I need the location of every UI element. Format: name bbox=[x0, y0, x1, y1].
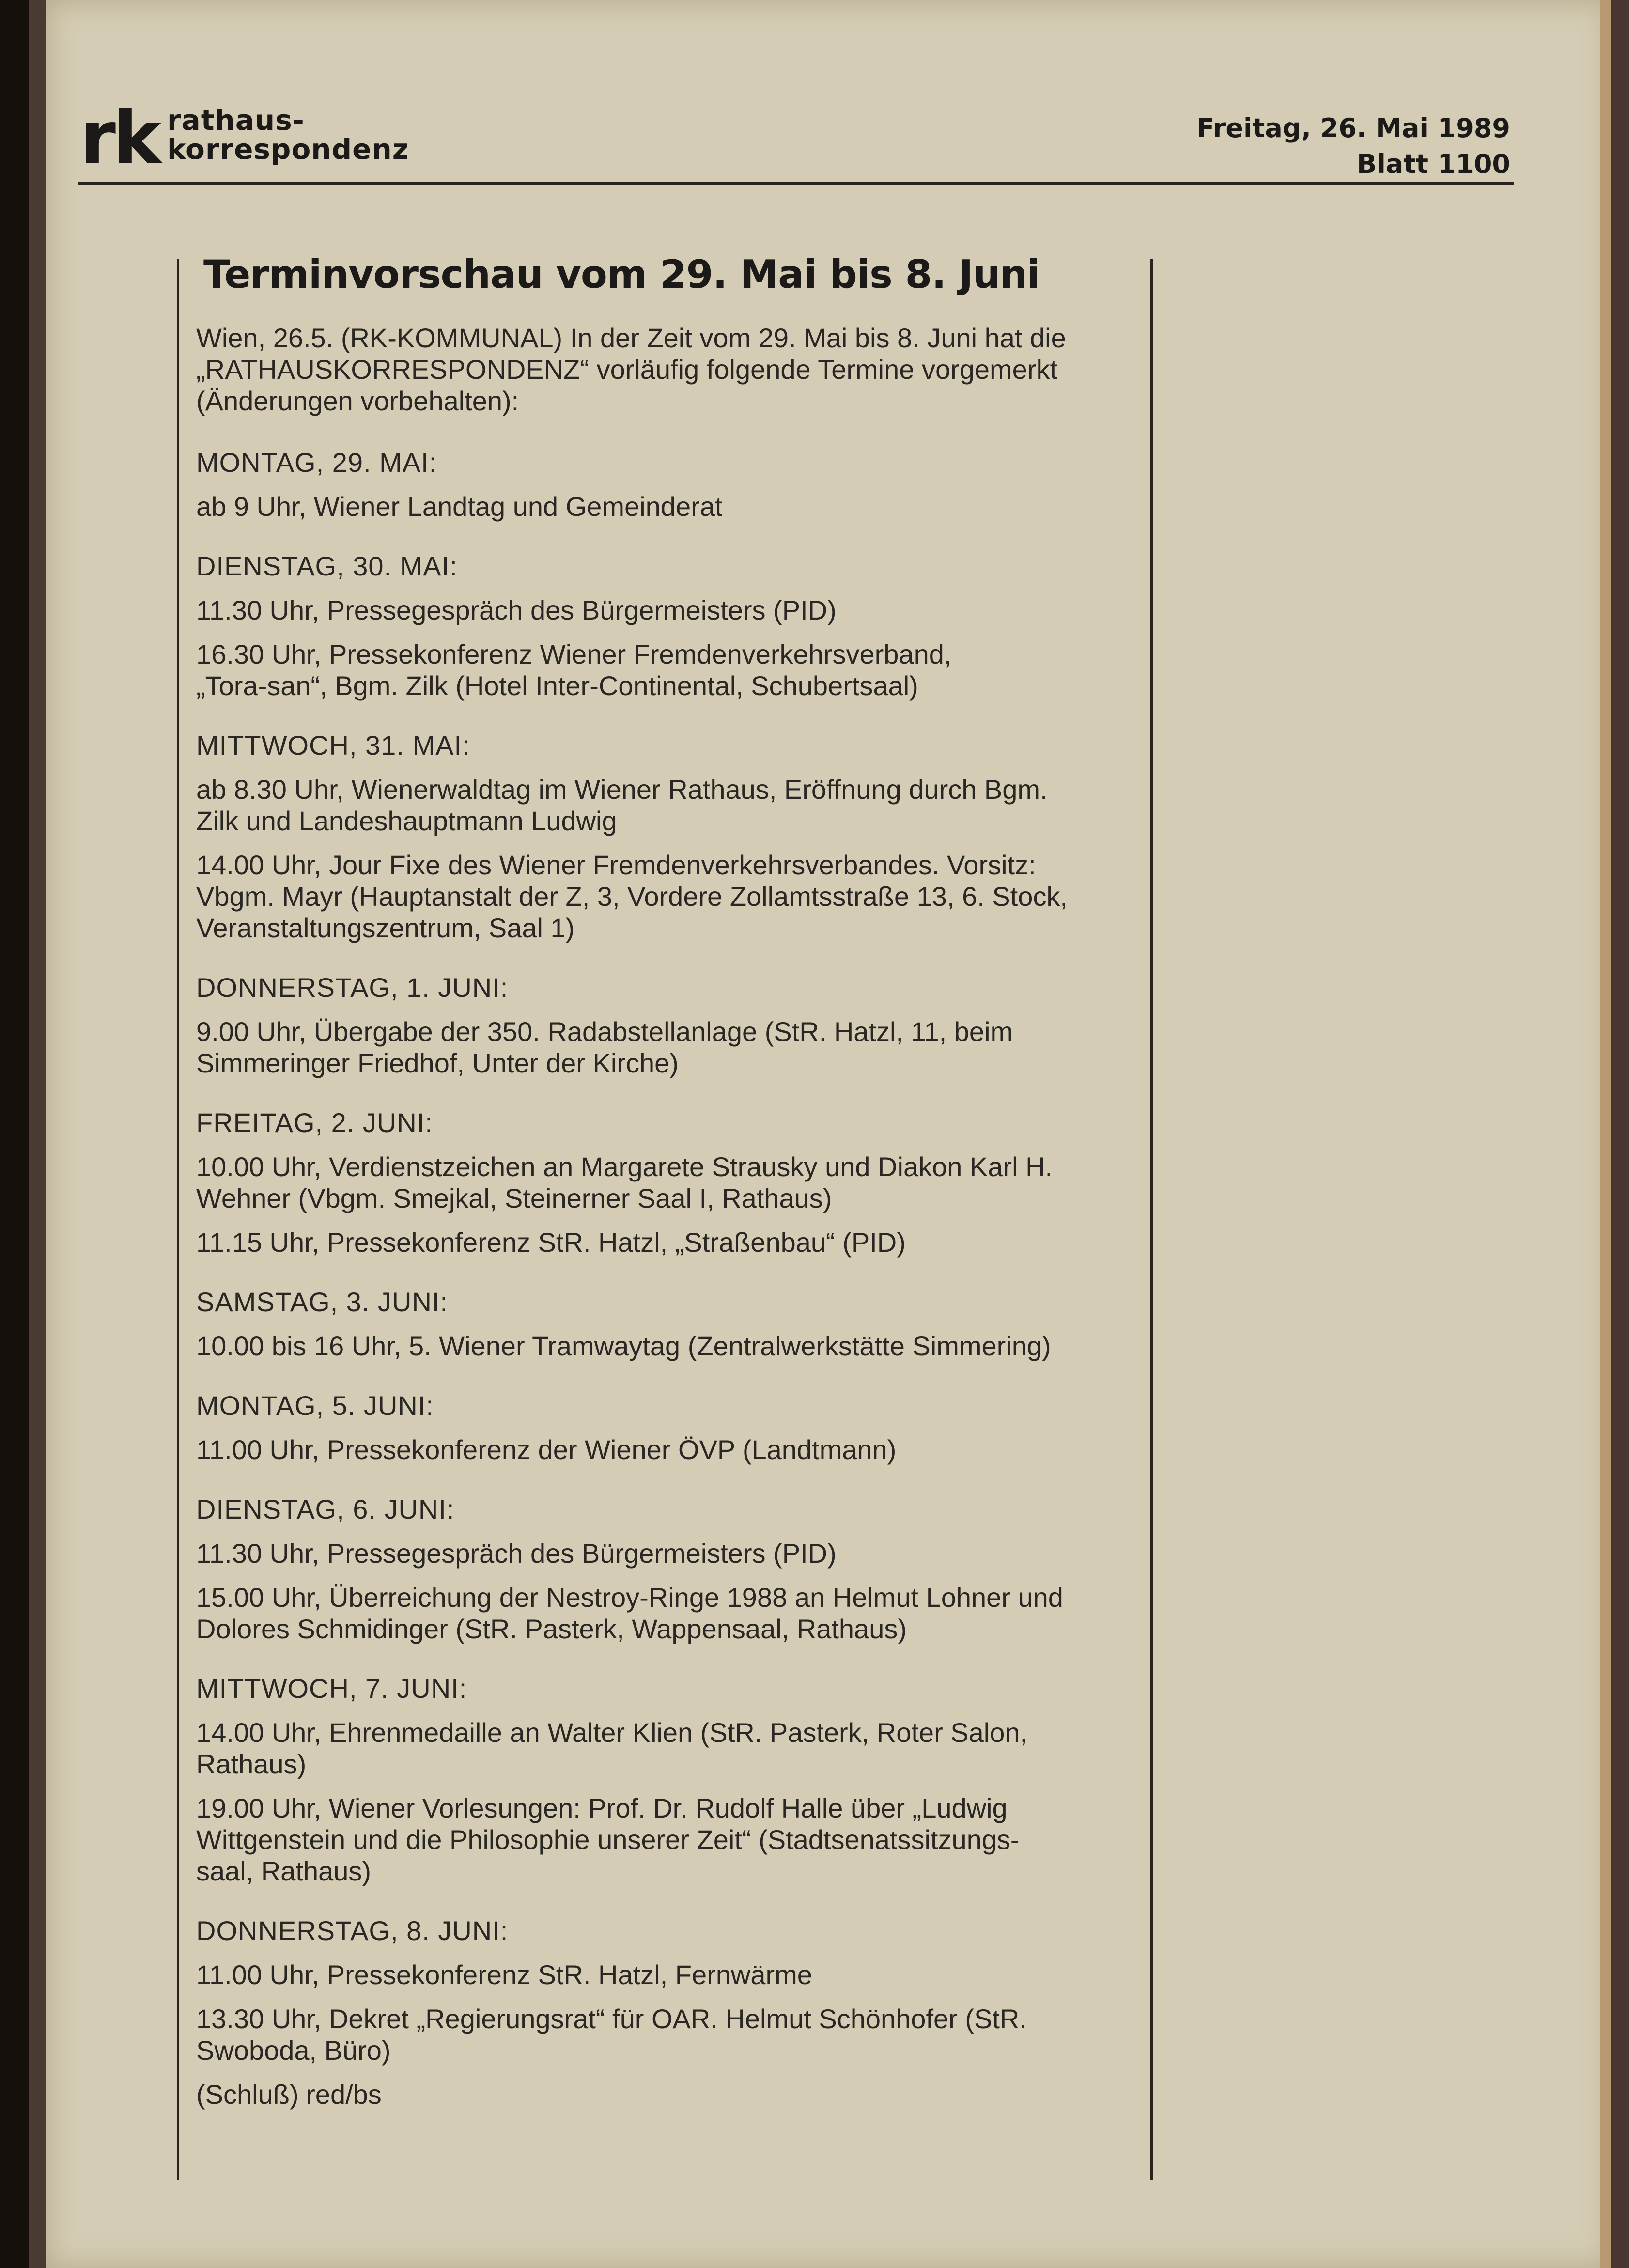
day-heading: MITTWOCH, 31. MAI: bbox=[196, 730, 470, 761]
schedule-entry-line: saal, Rathaus) bbox=[196, 1856, 372, 1886]
schedule-entry-line: 14.00 Uhr, Jour Fixe des Wiener Fremdenverkehrsverbandes. Vorsitz: bbox=[196, 850, 1036, 880]
closing-note: (Schluß) red/bs bbox=[196, 2079, 382, 2110]
sheet-number: Blatt 1100 bbox=[1357, 149, 1510, 179]
schedule-entry bbox=[196, 594, 1153, 626]
schedule-entry-line: 15.00 Uhr, Überreichung der Nestroy-Ringe 1988 an Helmut Lohner und bbox=[196, 1582, 1063, 1613]
schedule-entry bbox=[196, 1792, 1153, 1887]
schedule-entry-line: „Tora-san“, Bgm. Zilk (Hotel Inter-Continental, Schubertsaal) bbox=[196, 670, 918, 701]
schedule-entry bbox=[196, 1151, 1153, 1214]
day-heading: FREITAG, 2. JUNI: bbox=[196, 1107, 433, 1138]
schedule-entry-line: 11.15 Uhr, Pressekonferenz StR. Hatzl, „Straßenbau“ (PID) bbox=[196, 1227, 906, 1258]
binding-edge bbox=[1611, 0, 1629, 2268]
schedule-entry-line: Simmeringer Friedhof, Unter der Kirche) bbox=[196, 1048, 679, 1078]
day-heading: DIENSTAG, 6. JUNI: bbox=[196, 1494, 455, 1524]
intro-line: Wien, 26.5. (RK-KOMMUNAL) In der Zeit vom 29. Mai bis 8. Juni hat die bbox=[196, 323, 1066, 353]
page-edge bbox=[1600, 0, 1611, 2268]
schedule-entry-line: ab 9 Uhr, Wiener Landtag und Gemeinderat bbox=[196, 491, 723, 522]
schedule-entry bbox=[196, 2003, 1153, 2066]
logo-mark: rk bbox=[80, 96, 158, 180]
schedule-entry-line: Rathaus) bbox=[196, 1749, 307, 1779]
day-heading: MITTWOCH, 7. JUNI: bbox=[196, 1673, 467, 1704]
schedule-entry-line: Swoboda, Büro) bbox=[196, 2035, 391, 2066]
schedule-entry-line: Zilk und Landeshauptmann Ludwig bbox=[196, 806, 617, 836]
header-rule bbox=[78, 182, 1514, 185]
day-heading: DIENSTAG, 30. MAI: bbox=[196, 551, 458, 581]
schedule-list bbox=[196, 447, 1153, 2066]
article-title: Terminvorschau vom 29. Mai bis 8. Juni bbox=[203, 252, 1040, 297]
schedule-entry-line: 10.00 Uhr, Verdienstzeichen an Margarete Strausky und Diakon Karl H. bbox=[196, 1151, 1053, 1182]
logo-wordmark bbox=[167, 106, 409, 164]
frame-left-rule bbox=[177, 259, 179, 2180]
schedule-entry-line: Wittgenstein und die Philosophie unserer Zeit“ (Stadtsenatssitzungs- bbox=[196, 1824, 1020, 1855]
schedule-entry bbox=[196, 1538, 1153, 1569]
day-heading: MONTAG, 5. JUNI: bbox=[196, 1390, 434, 1421]
schedule-entry-line: ab 8.30 Uhr, Wienerwaldtag im Wiener Rathaus, Eröffnung durch Bgm. bbox=[196, 774, 1048, 805]
schedule-entry-line: 11.00 Uhr, Pressekonferenz der Wiener ÖVP (Landtmann) bbox=[196, 1434, 897, 1465]
schedule-entry-line: 13.30 Uhr, Dekret „Regierungsrat“ für OAR. Helmut Schönhofer (StR. bbox=[196, 2004, 1027, 2034]
schedule-entry bbox=[196, 1717, 1153, 1780]
schedule-entry bbox=[196, 1330, 1153, 1362]
schedule-entry-line: 9.00 Uhr, Übergabe der 350. Radabstellanlage (StR. Hatzl, 11, beim bbox=[196, 1016, 1013, 1047]
logo-line-2: korrespondenz bbox=[167, 133, 409, 166]
logo-line-1: rathaus- bbox=[167, 104, 305, 137]
schedule-entry-line: 19.00 Uhr, Wiener Vorlesungen: Prof. Dr. Rudolf Halle über „Ludwig bbox=[196, 1793, 1008, 1823]
intro-line: (Änderungen vorbehalten): bbox=[196, 386, 519, 416]
schedule-entry bbox=[196, 849, 1153, 944]
day-heading: MONTAG, 29. MAI: bbox=[196, 447, 437, 478]
schedule-entry bbox=[196, 1016, 1153, 1079]
schedule-entry bbox=[196, 1582, 1153, 1645]
schedule-entry bbox=[196, 491, 1153, 522]
schedule-entry bbox=[196, 638, 1153, 701]
day-heading: SAMSTAG, 3. JUNI: bbox=[196, 1287, 449, 1317]
schedule-entry bbox=[196, 774, 1153, 837]
intro-paragraph bbox=[196, 322, 1153, 417]
schedule-entry-line: 14.00 Uhr, Ehrenmedaille an Walter Klien (StR. Pasterk, Roter Salon, bbox=[196, 1717, 1028, 1748]
article-body bbox=[196, 322, 1153, 2110]
schedule-entry bbox=[196, 1227, 1153, 1258]
issue-date: Freitag, 26. Mai 1989 bbox=[1196, 113, 1510, 143]
schedule-entry-line: 11.00 Uhr, Pressekonferenz StR. Hatzl, Fernwärme bbox=[196, 1959, 812, 1990]
schedule-entry-line: Veranstaltungszentrum, Saal 1) bbox=[196, 913, 575, 943]
schedule-entry-line: Dolores Schmidinger (StR. Pasterk, Wappensaal, Rathaus) bbox=[196, 1614, 907, 1644]
day-heading: DONNERSTAG, 8. JUNI: bbox=[196, 1915, 509, 1946]
intro-line: „RATHAUSKORRESPONDENZ“ vorläufig folgende Termine vorgemerkt bbox=[196, 354, 1058, 385]
schedule-entry-line: 16.30 Uhr, Pressekonferenz Wiener Fremdenverkehrsverband, bbox=[196, 639, 952, 669]
schedule-entry-line: Vbgm. Mayr (Hauptanstalt der Z, 3, Vordere Zollamtsstraße 13, 6. Stock, bbox=[196, 881, 1068, 912]
schedule-entry-line: 10.00 bis 16 Uhr, 5. Wiener Tramwaytag (Zentralwerkstätte Simmering) bbox=[196, 1331, 1051, 1361]
schedule-entry-line: Wehner (Vbgm. Smejkal, Steinerner Saal I, Rathaus) bbox=[196, 1183, 832, 1213]
day-heading: DONNERSTAG, 1. JUNI: bbox=[196, 972, 509, 1003]
schedule-entry bbox=[196, 1434, 1153, 1465]
schedule-entry bbox=[196, 1959, 1153, 1990]
schedule-entry-line: 11.30 Uhr, Pressegespräch des Bürgermeisters (PID) bbox=[196, 595, 837, 625]
binding-gutter bbox=[29, 0, 48, 2268]
issue-info bbox=[1196, 110, 1510, 182]
schedule-entry-line: 11.30 Uhr, Pressegespräch des Bürgermeisters (PID) bbox=[196, 1538, 837, 1569]
